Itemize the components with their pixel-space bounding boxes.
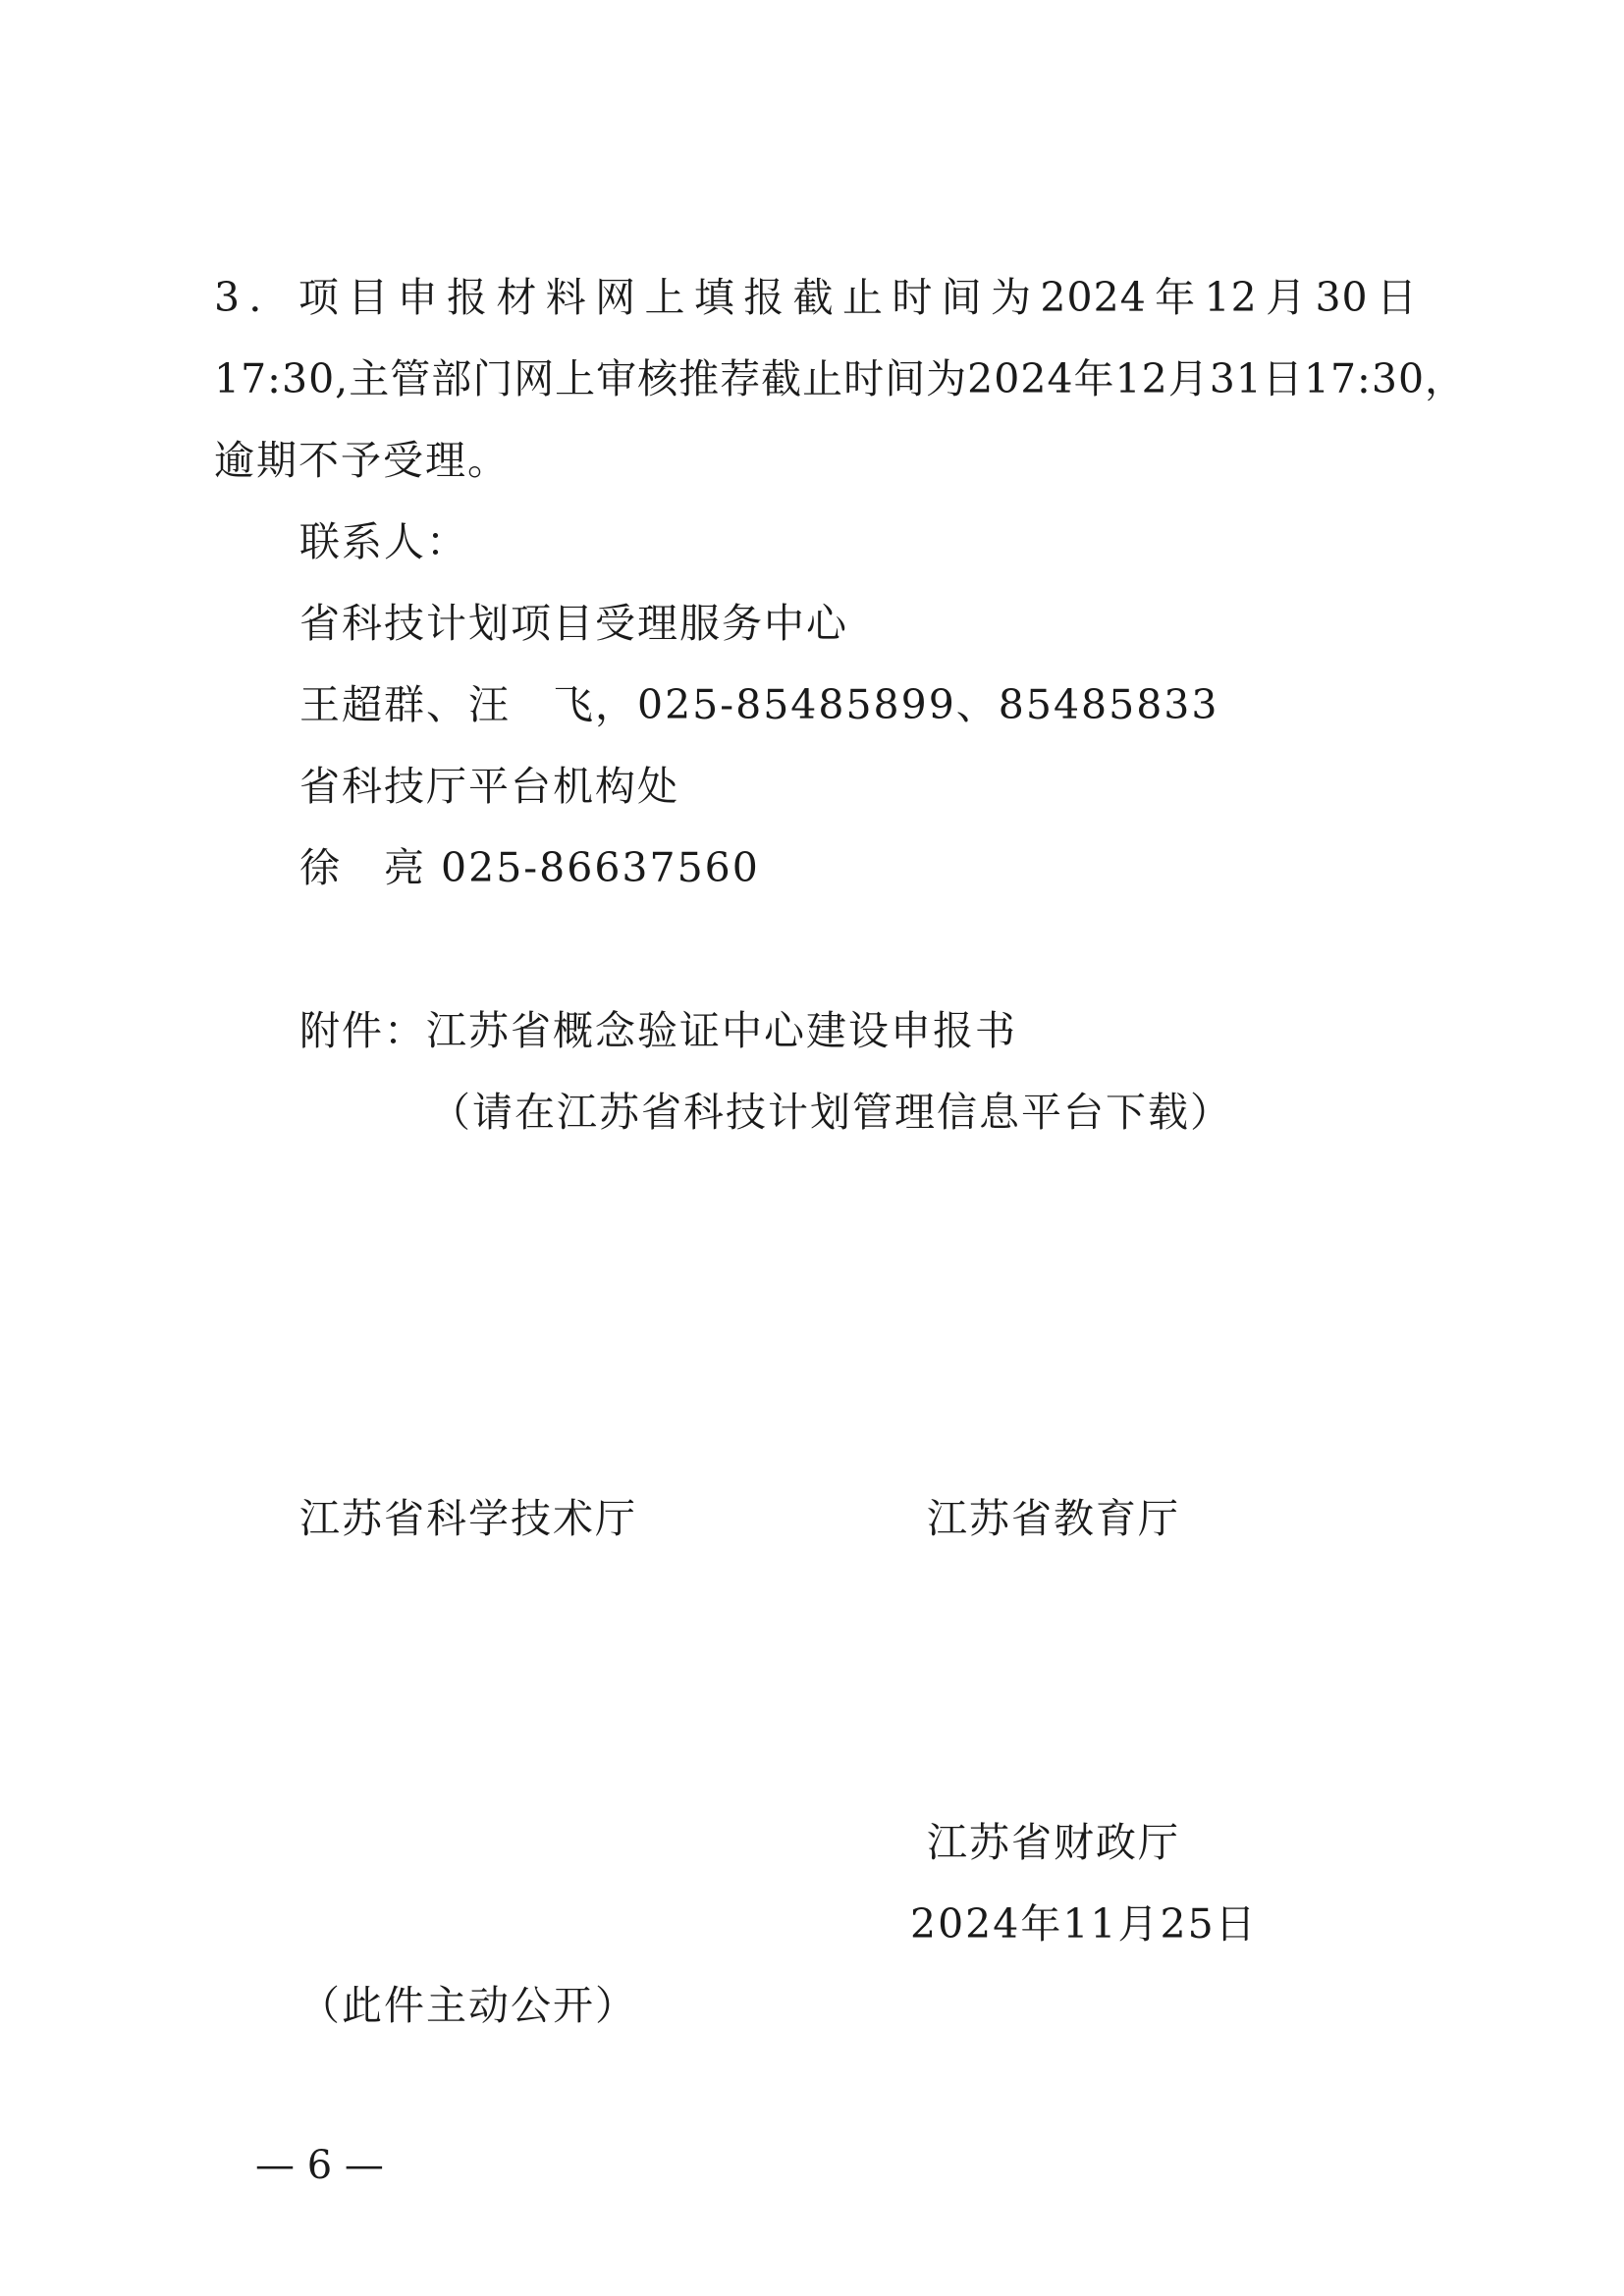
contact-org-2: 省科技厅平台机构处 xyxy=(299,763,679,810)
paragraph-line-2: 17:30,主管部门网上审核推荐截止时间为2024年12月31日17:30， xyxy=(214,355,1467,402)
signature-science-dept: 江苏省科学技术厅 xyxy=(299,1495,637,1542)
contact-people-2: 徐 亮 025-86637560 xyxy=(299,844,760,891)
disclosure-note: （此件主动公开） xyxy=(299,1982,637,2029)
signature-education-dept: 江苏省教育厅 xyxy=(927,1495,1180,1542)
contact-org-1: 省科技计划项目受理服务中心 xyxy=(299,600,848,647)
attachment-label: 附件：江苏省概念验证中心建设申报书 xyxy=(299,1007,1017,1054)
signature-finance-dept: 江苏省财政厅 xyxy=(927,1819,1180,1866)
paragraph-line-1: 3．项目申报材料网上填报截止时间为2024年12月30日 xyxy=(214,274,1418,321)
paragraph-line-3: 逾期不予受理。 xyxy=(214,437,510,484)
signature-date: 2024年11月25日 xyxy=(910,1900,1258,1948)
contact-people-1: 王超群、汪 飞，025-85485899、85485833 xyxy=(299,681,1219,728)
attachment-note: （请在江苏省科技计划管理信息平台下载） xyxy=(430,1089,1232,1136)
page-number: — 6 — xyxy=(255,2143,384,2188)
contacts-heading: 联系人： xyxy=(299,518,468,565)
